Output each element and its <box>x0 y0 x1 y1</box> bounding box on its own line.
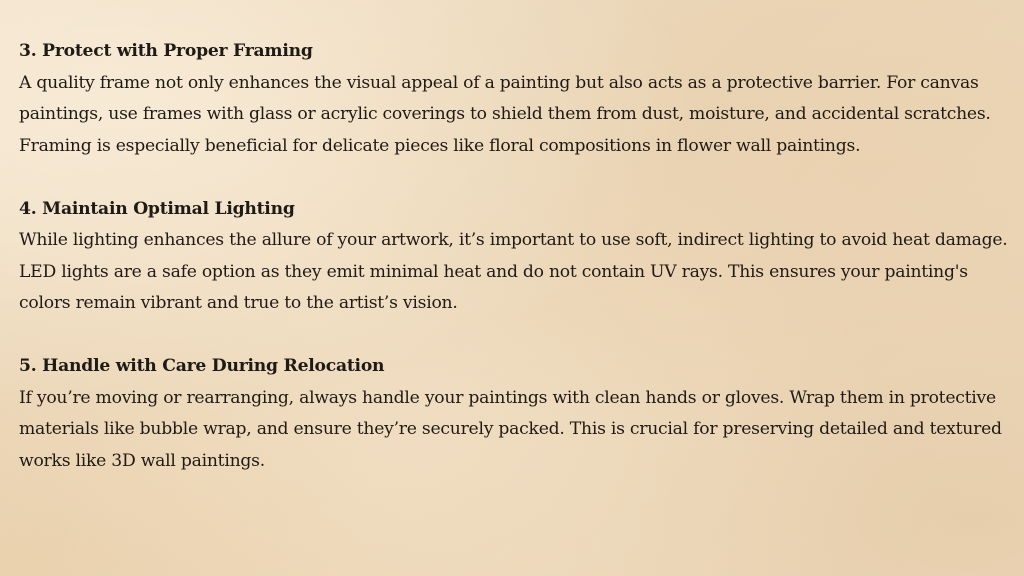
section-relocation <box>19 351 1009 477</box>
section-body: If you’re moving or rearranging, always handle your paintings with clean hands or gloves. Wrap them in protective materials like bubble wrap, and ensure they’re securely packed. This is crucial for preserving detailed and textured works like 3D wall paintings. <box>19 387 1002 471</box>
section-heading: 3. Protect with Proper Framing <box>19 41 313 61</box>
section-framing <box>19 36 1009 162</box>
section-body: A quality frame not only enhances the visual appeal of a painting but also acts as a protective barrier. For canvas paintings, use frames with glass or acrylic coverings to shield them from dust, moisture, and accidental scratches. Framing is especially beneficial for delicate pieces like floral compositions in flower wall paintings. <box>19 72 991 156</box>
section-body: While lighting enhances the allure of your artwork, it’s important to use soft, indirect lighting to avoid heat damage. LED lights are a safe option as they emit minimal heat and do not contain UV rays. This ensures your painting's colors remain vibrant and true to the artist’s vision. <box>19 230 1008 313</box>
section-heading: 4. Maintain Optimal Lighting <box>19 198 295 219</box>
section-lighting <box>19 194 1009 320</box>
section-heading: 5. Handle with Care During Relocation <box>19 356 385 376</box>
article-content <box>19 36 1009 509</box>
